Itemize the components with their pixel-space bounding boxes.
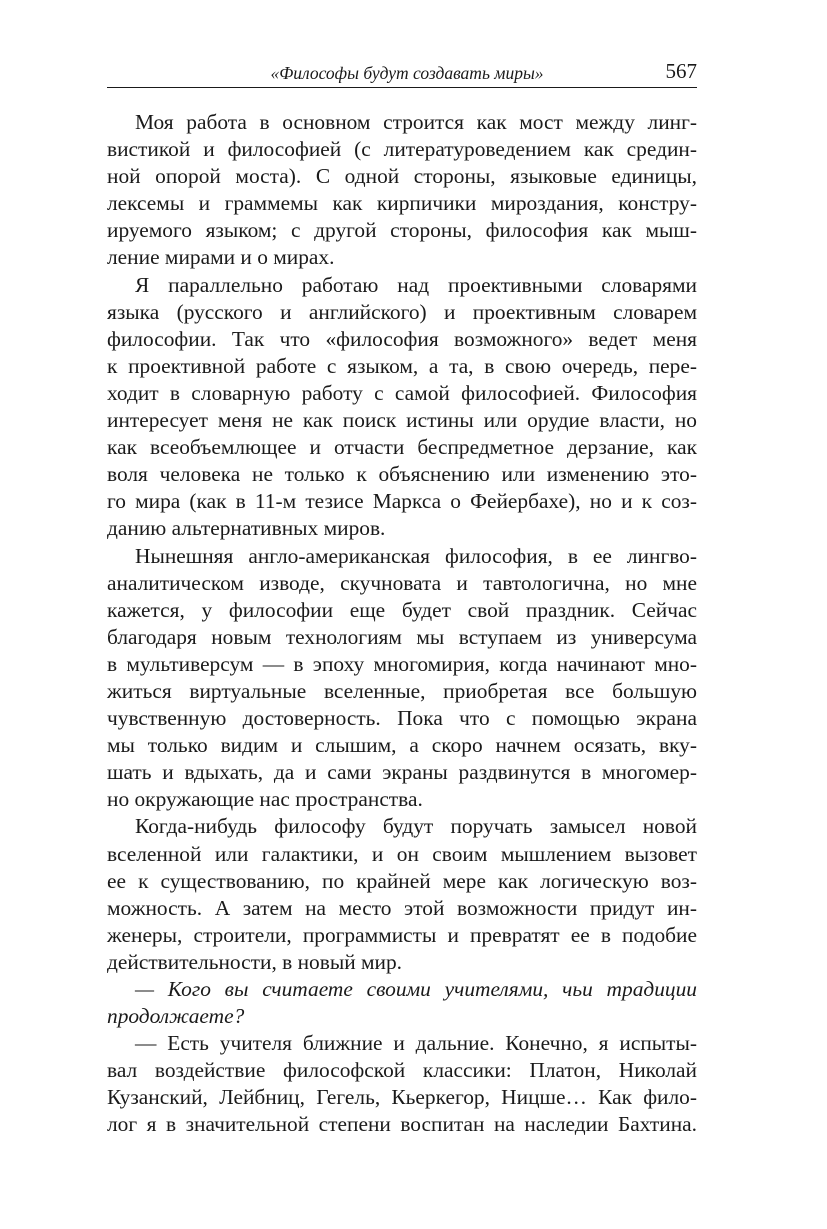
text-line: чувственную достоверность. Пока что с помощью экрана [107,706,697,731]
text-line: к проективной работе с языком, а та, в свою очередь, пере- [107,353,697,378]
text-line: Я параллельно работаю над проективными словарями [135,272,697,297]
text-line: ной опорой моста). С одной стороны, языковые единицы, [107,164,697,189]
text-line: в мультиверсум — в эпоху многомирия, когда начинают мно- [107,651,697,676]
text-line: Когда-нибудь философу будут поручать замысел новой [135,814,697,839]
text-line: — Кого вы считаете своими учителями, чьи традиции [135,977,697,1001]
text-line: мы только видим и слышим, а скоро начнем осязать, вку- [107,733,697,758]
page-number: 567 [665,59,697,83]
running-title: «Философы будут создавать миры» [270,63,544,83]
text-line: продолжаете? [107,1004,245,1029]
text-line: вистикой и философией (с литературоведением как средин- [107,137,697,162]
body-text [107,109,697,1139]
text-line: — Есть учителя ближние и дальние. Конечно, я испыты- [135,1031,697,1056]
text-line: языка (русского и английского) и проективным словарем [107,299,697,324]
text-line: философии. Так что «философия возможного» ведет меня [107,326,697,351]
text-line: Моя работа в основном строится как мост между линг- [135,110,697,134]
text-line: лексемы и граммемы как кирпичики мироздания, констру- [107,191,697,216]
text-line: Кузанский, Лейбниц, Гегель, Кьеркегор, Ницше… Как фило- [107,1085,697,1110]
text-line: можность. А затем на место этой возможности придут ин- [107,895,697,920]
text-line: ление мирами и о мирах. [107,245,335,270]
text-line: Нынешняя англо-американская философия, в ее лингво- [135,543,697,568]
text-line: благодаря новым технологиям мы вступаем из универсума [107,624,697,649]
text-line: но окружающие нас пространства. [107,787,423,812]
text-line: как всеобъемлющее и отчасти беспредметное дерзание, как [107,435,697,460]
text-line: кажется, у философии еще будет свой праздник. Сейчас [107,597,697,622]
text-line: действительности, в новый мир. [107,949,403,974]
running-head [107,59,697,88]
header-rule [107,87,697,88]
text-line: житься виртуальные вселенные, приобретая все большую [107,678,697,703]
text-line: вселенной или галактики, и он своим мышлением вызовет [107,841,697,866]
text-line: воля человека не только к объяснению или изменению это- [107,462,697,487]
text-line: лог я в значительной степени воспитан на наследии Бахтина. [107,1112,697,1137]
text-line: аналитическом изводе, скучновата и тавтологична, но мне [107,570,697,595]
text-line: данию альтернативных миров. [107,516,386,541]
text-line: шать и вдыхать, да и сами экраны раздвинутся в многомер- [107,760,697,785]
text-line: вал воздействие философской классики: Платон, Николай [107,1058,697,1083]
text-line: интересует меня не как поиск истины или орудие власти, но [107,408,697,433]
text-line: ируемого языком; с другой стороны, философия как мыш- [107,218,697,243]
text-line: женеры, строители, программисты и превратят ее в подобие [107,922,697,947]
text-line: го мира (как в 11-м тезисе Маркса о Фейербахе), но и к соз- [107,489,697,514]
text-line: ее к существованию, по крайней мере как логическую воз- [107,868,697,893]
text-line: ходит в словарную работу с самой философией. Философия [107,380,697,405]
